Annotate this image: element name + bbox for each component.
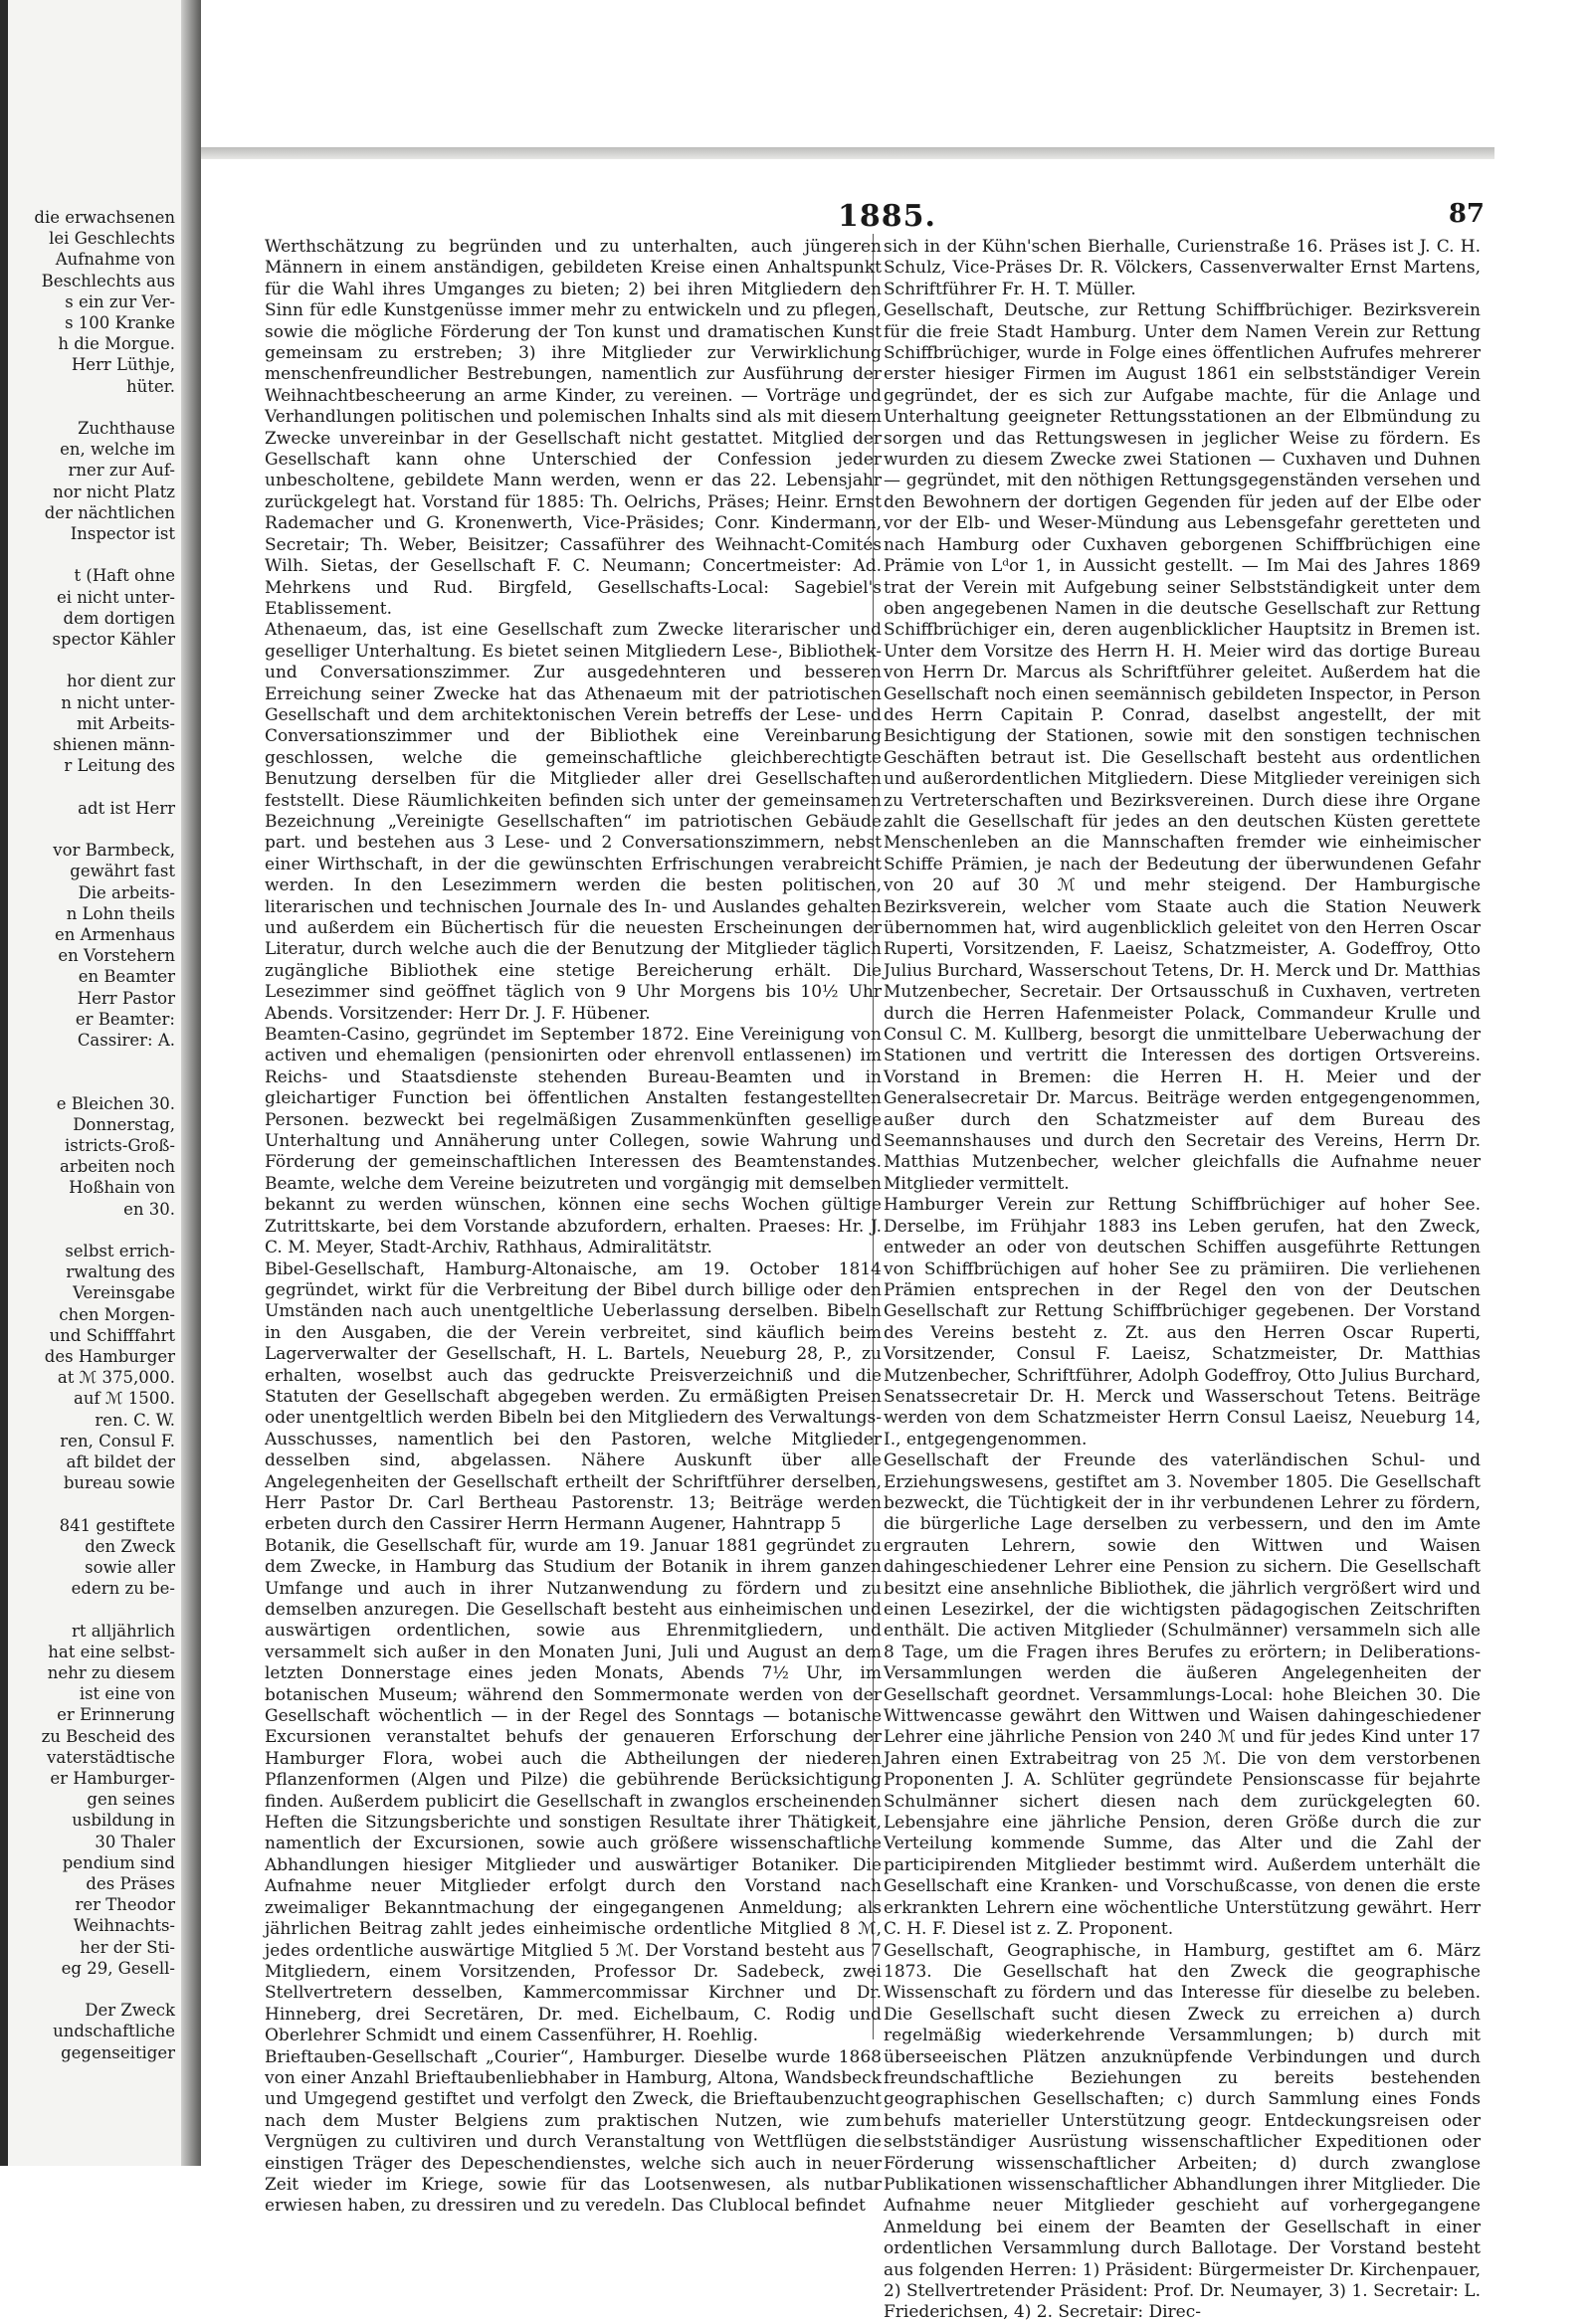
article-paragraph: Gesellschaft, Geographische, in Hamburg, gestiftet am 6. März 1873. Die Gesellschaft hat den Zweck die geographische Wissenschaft zu fördern und das Interesse für dieselbe zu beleben. Die Gesellschaft sucht diesen Zweck zu erreichen a) durch regelmäßig wiederkehrende Versammlungen; b) durch mit überseeischen Plätzen anzuknüpfende Verbindungen und durch freundschaftliche Beziehungen zu bereits bestehenden geographischen Gesellschaften; c) durch Sammlung eines Fonds behufs materieller Unterstützung geogr. Entdeckungsreisen oder selbstständiger Ausrüstung wissenschaftlicher Expeditionen oder Förderung wissenschaftlicher Arbeiten; d) durch zwanglose Publikationen wissenschaftlicher Abhandlungen ihrer Mitglieder. Die Aufnahme neuer Mitglieder geschieht auf vorhergegangene Anmeldung bei einem der Beamten der Gesellschaft in einer ordentlichen Versammlung durch Ballotage. Der Vorstand besteht aus folgenden Herren: 1) Präsident: Bürgermeister Dr. Kirchenpauer, 2) Stellvertretender Präsident: Prof. Dr. Neumayer, 3) 1. Secretair: L. Friederichsen, 4) 2. Secretair: Direc-	[884, 1940, 1481, 2323]
fragment-line: nor nicht Platz	[53, 482, 175, 501]
fragment-line: er Erinnerung	[57, 1705, 175, 1725]
fragment-line: sowie aller	[85, 1558, 175, 1577]
fragment-line: und Schifffahrt	[49, 1325, 175, 1345]
fragment-line: 30 Thaler	[95, 1832, 175, 1851]
fragment-line: 841 gestiftete	[59, 1515, 175, 1535]
fragment-line: shienen männ-	[53, 735, 175, 755]
page-number: 87	[1448, 199, 1485, 229]
fragment-line: t (Haft ohne	[74, 566, 175, 586]
book-gutter	[181, 0, 201, 2166]
fragment-line: vor Barmbeck,	[53, 841, 175, 861]
fragment-line: her der Sti-	[80, 1937, 175, 1957]
fragment-line: s 100 Kranke	[65, 313, 175, 333]
fragment-line: chen Morgen-	[59, 1304, 175, 1324]
fragment-line	[6, 650, 175, 671]
fragment-line	[6, 819, 175, 840]
fragment-line: des Hamburger	[44, 1346, 175, 1366]
fragment-line: vaterstädtische	[47, 1747, 175, 1767]
fragment-line: lei Geschlechts	[49, 229, 175, 249]
fragment-line: Herr Pastor	[77, 988, 175, 1008]
fragment-line: edern zu be-	[71, 1579, 175, 1599]
text-column-right	[884, 237, 1481, 2324]
article-paragraph: Hamburger Verein zur Rettung Schiffbrüchiger auf hoher See. Derselbe, im Frühjahr 1883 ins Leben gerufen, hat den Zweck, entweder an oder von deutschen Schiffen ausgeführte Rettungen von Schiffbrüchigen auf hoher See zu prämiiren. Die verliehenen Prämien entsprechen in der Regel den von der Deutschen Gesellschaft zur Rettung Schiffbrüchiger gegebenen. Der Vorstand des Vereins besteht z. Zt. aus den Herren Oscar Ruperti, Vorsitzender, Consul F. Laeisz, Schatzmeister, Dr. Matthias Mutzenbecher, Schriftführer, Adolph Godeffroy, Otto Julius Burchard, Senatssecretair Dr. H. Merck und Wasserschout Tetens. Beiträge werden von dem Schatzmeister Herrn Consul Laeisz, Neueburg 14, I., entgegengenommen.	[884, 1195, 1481, 1450]
fragment-line: adt ist Herr	[78, 798, 175, 818]
fragment-line: gegenseitiger	[61, 2042, 175, 2062]
page-top-edge	[201, 147, 1494, 159]
page-header	[201, 199, 1485, 233]
fragment-line: usbildung in	[72, 1811, 175, 1831]
fragment-line: dem dortigen	[63, 608, 175, 628]
book-page	[201, 159, 1485, 2323]
article-paragraph: Bibel-Gesellschaft, Hamburg-Altonaische, am 19. October 1814 gegründet, wirkt für die Verbreitung der Bibel durch billige oder den Umständen nach auch unentgeltliche Ueberlassung derselben. Bibeln in den Ausgaben, die der Verein verbreitet, sind käuflich beim Lagerverwalter der Gesellschaft, H. L. Bartels, Neueburg 28, P., zu erhalten, woselbst auch das gedruckte Preisverzeichniß und die Statuten der Gesellschaft abgegeben werden. Zu ermäßigten Preisen oder unentgeltlich werden Bibeln bei den Mitgliedern des Verwaltungs-Ausschusses, namentlich bei den Pastoren, welche Mitglieder desselben sind, abgelassen. Nähere Auskunft über alle Angelegenheiten der Gesellschaft ertheilt der Schriftführer derselben, Herr Pastor Dr. Carl Bertheau Pastorenstr. 13; Beiträge werden erbeten durch den Cassirer Herrn Hermann Augener, Hahntrapp 5	[265, 1259, 882, 1535]
fragment-line	[6, 1220, 175, 1241]
fragment-line: n Lohn theils	[66, 903, 175, 923]
article-paragraph: Athenaeum, das, ist eine Gesellschaft zum Zwecke literarischer und geselliger Unterhaltung. Es bietet seinen Mitgliedern Lese-, Bibliothek- und Conversationszimmer. Zur ausgedehnteren und besseren Erreichung seiner Zwecke hat das Athenaeum mit der patriotischen Gesellschaft und dem architektonischen Verein betreffs der Lese- und Conversationszimmer und der Bibliothek eine Vereinbarung geschlossen, welche die gemeinschaftliche gleichberechtigte Benutzung derselben für die Mitglieder aller drei Gesellschaften feststellt. Diese Räumlichkeiten befinden sich unter der gemeinsamen Bezeichnung „Vereinigte Gesellschaften“ im patriotischen Gebäude part. und bestehen aus 3 Lese- und 2 Conversationszimmern, nebst einer Wirthschaft, in der die gewünschten Erfrischungen verabreicht werden. In den Lesezimmern werden die besten politischen, literarischen und technischen Journale des In- und Auslandes gehalten und außerdem ein Büchertisch für die neuesten Erscheinungen der Literatur, durch welche auch die der Benutzung der Mitglieder täglich zugängliche Bibliothek eine stetige Bereicherung erhält. Die Lesezimmer sind geöffnet täglich von 9 Uhr Morgens bis 10½ Uhr Abends. Vorsitzender: Herr Dr. J. F. Hübener.	[265, 620, 882, 1024]
fragment-line: rer Theodor	[75, 1895, 175, 1915]
fragment-line: gewährt fast	[70, 862, 175, 881]
fragment-line: h die Morgue.	[58, 334, 175, 354]
fragment-line: Die arbeits-	[78, 882, 175, 902]
fragment-line: gen seines	[87, 1790, 175, 1810]
fragment-line: Beschlechts aus	[41, 271, 175, 290]
fragment-line: en, welche im	[60, 440, 175, 460]
fragment-line	[6, 1599, 175, 1620]
fragment-line: ren, Consul F.	[60, 1431, 175, 1451]
previous-page-fragment	[0, 0, 181, 2166]
fragment-line: hüter.	[126, 376, 175, 396]
fragment-line: en Beamter	[78, 967, 175, 987]
fragment-line: n nicht unter-	[61, 692, 175, 712]
article-paragraph: sich in der Kühn'schen Bierhalle, Curienstraße 16. Präses ist J. C. H. Schulz, Vice-Präses Dr. R. Völckers, Cassenverwalter Ernst Martens, Schriftführer Fr. H. T. Müller.	[884, 237, 1481, 299]
fragment-line: aft bildet der	[66, 1452, 175, 1471]
fragment-line: undschaftliche	[53, 2022, 175, 2041]
fragment-line: Inspector ist	[70, 524, 175, 544]
fragment-line: ren. C. W.	[95, 1410, 175, 1430]
fragment-line: der nächtlichen	[44, 502, 175, 522]
article-paragraph: Gesellschaft, Deutsche, zur Rettung Schiffbrüchiger. Bezirksverein für die freie Stadt Hamburg. Unter dem Namen Verein zur Rettung Schiffbrüchiger, wurde in Folge eines öffentlichen Aufrufes mehrerer erster hiesiger Firmen im August 1861 ein selbstständiger Verein gegründet, der es sich zur Aufgabe machte, für die Anlage und Unterhaltung geeigneter Rettungsstationen an der Elbmündung zu sorgen und das Rettungswesen in jeglicher Weise zu fördern. Es wurden zu diesem Zwecke zwei Stationen — Cuxhaven und Duhnen — gegründet, mit den nöthigen Rettungsgegenständen versehen und den Bewohnern der dortigen Gegenden für jeden auf der Elbe oder vor der Elb- und Weser-Mündung aus Lebensgefahr geretteten und nach Hamburg oder Cuxhaven geborgenen Schiffbrüchigen eine Prämie von Lᵈor 1, in Aussicht gestellt. — Im Mai des Jahres 1869 trat der Verein mit Aufgebung seiner Selbstständigkeit unter dem oben angegebenen Namen in die deutsche Gesellschaft zur Rettung Schiffbrüchiger ein, deren augenblicklicher Hauptsitz in Bremen ist. Unter dem Vorsitze des Herrn H. H. Meier wird das dortige Bureau von Herrn Dr. Marcus als Schriftführer geleitet. Außerdem hat die Gesellschaft noch einen seemännisch gebildeten Inspector, in Person des Herrn Capitain P. Conrad, daselbst angestellt, der mit Besichtigung der Stationen, sowie mit den sonstigen technischen Geschäften betraut ist. Die Gesellschaft besteht aus ordentlichen und außerordentlichen Mitgliedern. Diese Mitglieder vereinigen sich zu Vertreterschaften und Bezirksvereinen. Durch diese ihre Organe zahlt die Gesellschaft für jedes an den deutschen Küsten gerettete Menschenleben an die Mannschaften fremder wie einheimischer Schiffe Prämien, je nach der Bedeutung der überwundenen Gefahr von 20 auf 30 ℳ und mehr steigend. Der Hamburgische Bezirksverein, welcher vom Staate auch die Station Neuwerk übernommen hat, wird augenblicklich geleitet von den Herren Oscar Ruperti, Vorsitzenden, F. Laeisz, Schatzmeister, A. Godeffroy, Otto Julius Burchard, Wasserschout Tetens, Dr. H. Merck und Dr. Matthias Mutzenbecher, Secretair. Der Ortsausschuß in Cuxhaven, vertreten durch die Herren Hafenmeister Polack, Commandeur Krulle und Consul C. M. Kullberg, besorgt die unmittelbare Ueberwachung der Stationen und vertritt die Interessen des dortigen Ortsvereins. Vorstand in Bremen: die Herren H. H. Meier und der Generalsecretair Dr. Marcus. Beiträge werden entgegengenommen, außer durch den Schatzmeister auf dem Bureau des Seemannshauses und durch den Secretair des Vereins, Herrn Dr. Matthias Mutzenbecher, welcher gleichfalls die Aufnahme neuer Mitglieder vermittelt.	[884, 300, 1482, 1194]
article-paragraph: Botanik, die Gesellschaft für, wurde am 19. Januar 1881 gegründet zu dem Zwecke, in Hamburg das Studium der Botanik in ihrem ganzen Umfange und auch in ihrer Nutzanwendung zu fördern und zu demselben anzuregen. Die Gesellschaft besteht aus einheimischen und auswärtigen ordentlichen, sowie aus Ehrenmitgliedern, und versammelt sich außer in den Monaten Juni, Juli und August an dem letzten Donnerstage eines jeden Monats, Abends 7½ Uhr, im botanischen Museum; während den Sommermonate werden von der Gesellschaft wöchentlich — in der Regel des Sonntags — botanische Excursionen veranstaltet behufs der genaueren Erforschung der Hamburger Flora, wobei auch die Abtheilungen der niederen Pflanzenformen (Algen und Pilze) die gebührende Berücksichtigung finden. Außerdem publicirt die Gesellschaft in zwanglos erscheinenden Heften die Sitzungsberichte und sonstigen Resultate ihrer Thätigkeit, namentlich der Excursionen, sowie auch größere wissenschaftliche Abhandlungen hiesiger Mitglieder und auswärtiger Botaniker. Die Aufnahme neuer Mitglieder erfolgt durch den Vorstand nach zweimaliger Bekanntmachung der eingegangenen Anmeldung; als jährlichen Beitrag zahlt jedes einheimische ordentliche Mitglied 8 ℳ, jedes ordentliche auswärtige Mitglied 5 ℳ. Der Vorstand besteht aus 7 Mitgliedern, einem Vorsitzenden, Professor Dr. Sadebeck, zwei Stellvertretern desselben, Kammercommissar Kirchner und Dr. Hinneberg, drei Secretären, Dr. med. Eichelbaum, C. Rodig und Oberlehrer Schmidt und einem Cassenführer, H. Roehlig.	[265, 1535, 882, 2046]
fragment-line: eg 29, Gesell-	[61, 1958, 175, 1978]
fragment-line: er Hamburger-	[50, 1769, 175, 1789]
fragment-line	[6, 1493, 175, 1514]
article-paragraph: Brieftauben-Gesellschaft „Courier“, Hamburger. Dieselbe wurde 1868 von einer Anzahl Brieftaubenliebhaber in Hamburg, Altona, Wandsbeck und Umgegend gestiftet und verfolgt den Zweck, die Brieftaubenzucht nach dem Muster Belgiens zum praktischen Nutzen, wie zum Vergnügen zu cultiviren und durch Veranstaltung von Wettflügen die einstigen Träger des Depeschendienstes, welche sich auch in neuer Zeit wieder im Kriege, sowie für das Lootsenwesen, als nutbar erwiesen haben, zu dressiren und zu veredeln. Das Clublocal befindet	[265, 2046, 882, 2217]
fragment-line: die erwachsenen	[34, 208, 175, 227]
fragment-line: pendium sind	[62, 1852, 175, 1872]
fragment-line: istricts-Groß-	[64, 1135, 175, 1155]
fragment-line	[6, 776, 175, 797]
fragment-line: e Bleichen 30.	[56, 1093, 175, 1113]
fragment-line	[6, 1071, 175, 1092]
article-paragraph: Gesellschaft der Freunde des vaterländischen Schul- und Erziehungswesens, gestiftet am 3. November 1805. Die Gesellschaft bezweckt, die Tüchtigkeit der in ihr verbundenen Lehrer zu fördern, die bürgerliche Lage derselben zu verbessern, und den im Amte ergrauten Lehrern, sowie den Wittwen und Waisen dahingeschiedener Lehrer eine Pension zu sichern. Die Gesellschaft besitzt eine ansehnliche Bibliothek, die jährlich vergrößert wird und einen Lesezirkel, der die wichtigsten pädagogischen Zeitschriften enthält. Die activen Mitglieder (Schulmänner) versammeln sich alle 8 Tage, um die Fragen ihres Berufes zu erörtern; in Deliberations-Versammlungen werden die äußeren Angelegenheiten der Gesellschaft geordnet. Versammlungs-Local: hohe Bleichen 30. Die Wittwencasse gewährt den Wittwen und Waisen dahingeschiedener Lehrer eine jährliche Pension von 240 ℳ und für jedes Kind unter 17 Jahren einen Extrabeitrag von 25 ℳ. Die von dem verstorbenen Proponenten J. A. Schlüter gegründete Pensionscasse für bejahrte Schulmänner sichert diesen nach dem zurückgelegten 60. Lebensjahre eine jährliche Pension, deren Größe durch die zur Verteilung kommende Summe, das Alter und die Zahl der participirenden Mitglieder bestimmt wird. Außerdem unterhält die Gesellschaft eine Kranken- und Vorschußcasse, von denen die erste erkrankten Lehrern eine wöchentliche Unterstützung gewährt. Herr C. H. F. Diesel ist z. Z. Proponent.	[884, 1451, 1481, 1940]
fragment-line: nehr zu diesem	[47, 1663, 175, 1683]
fragment-line	[6, 397, 175, 418]
fragment-line: mit Arbeits-	[77, 713, 175, 733]
fragment-line: en 30.	[123, 1199, 175, 1219]
fragment-line: Hoßhain von	[69, 1178, 175, 1198]
text-column-left	[265, 237, 882, 2218]
previous-page-text	[6, 207, 175, 2063]
fragment-line: Der Zweck	[85, 2001, 175, 2021]
page-year: 1885.	[838, 199, 936, 234]
fragment-line: bureau sowie	[63, 1473, 175, 1493]
fragment-line: en Vorstehern	[58, 946, 175, 966]
article-paragraph: Werthschätzung zu begründen und zu unterhalten, auch jüngeren Männern in einem anständigen, gebildeten Kreise einen Anhaltspunkt für die Wahl ihres Umganges zu bieten; 2) bei ihren Mitgliedern den Sinn für edle Kunstgenüsse immer mehr zu entwickeln und zu pflegen, sowie die mögliche Förderung der Ton kunst und dramatischen Kunst gemeinsam zu erstreben; 3) ihre Mitglieder zur Verwirklichung menschenfreundlicher Bestrebungen, namentlich zur Ausführung der Weihnachtbescheerung an arme Kinder, zu vereinen. — Vorträge und Verhandlungen politischen und polemischen Inhalts sind als mit diesem Zwecke unvereinbar in der Gesellschaft nicht gestattet. Mitglied der Gesellschaft kann ohne Unterschied der Confession jeder unbescholtene, gebildete Mann werden, wenn er das 22. Lebensjahr zurückgelegt hat. Vorstand für 1885: Th. Oelrichs, Präses; Heinr. Ernst Rademacher und G. Kronenwerth, Vice-Präsides; Conr. Kindermann, Secretair; Th. Weber, Beisitzer; Cassaführer des Weihnacht-Comités Wilh. Sietas, der Gesellschaft F. C. Neumann; Concertmeister: Ad. Mehrkens und Rud. Birgfeld, Gesellschafts-Local: Sagebiel's Etablissement.	[265, 237, 882, 619]
fragment-line: ei nicht unter-	[56, 587, 175, 607]
fragment-line: hor dient zur	[66, 672, 175, 691]
fragment-line: en Armenhaus	[54, 924, 175, 944]
fragment-line: s ein zur Ver-	[65, 291, 175, 311]
fragment-line: den Zweck	[85, 1536, 175, 1556]
fragment-line: Vereinsgabe	[73, 1283, 175, 1303]
fragment-line: Herr Lüthje,	[71, 355, 175, 375]
fragment-line: Donnerstag,	[73, 1114, 175, 1134]
fragment-line: Aufnahme von	[55, 250, 175, 270]
fragment-line: er Beamter:	[75, 1009, 175, 1029]
fragment-line: at ℳ 375,000.	[57, 1368, 175, 1388]
fragment-line: rner zur Auf-	[68, 461, 175, 481]
fragment-line: Zuchthause	[78, 419, 175, 439]
fragment-line: Cassirer: A.	[77, 1030, 175, 1050]
fragment-line	[6, 1979, 175, 2000]
article-paragraph: Beamten-Casino, gegründet im September 1872. Eine Vereinigung von activen und ehemaligen (pensionirten oder ehrenvoll entlassenen) im Reichs- und Staatsdienste stehenden Bureau-Beamten und in gleichartiger Function bei öffentlichen Anstalten festangestellten Personen. bezweckt bei regelmäßigen Zusammenkünften gesellige Unterhaltung und Annäherung unter Collegen, sowie Wahrung und Förderung der gemeinschaftlichen Interessen des Beamtenstandes. Beamte, welche dem Vereine beizutreten und vorgängig mit demselben bekannt zu werden wünschen, können eine sechs Wochen gültige Zutrittskarte, bei dem Vorstande abzufordern, erhalten. Praeses: Hr. J. C. M. Meyer, Stadt-Archiv, Rathhaus, Admiralitätstr.	[265, 1025, 882, 1259]
fragment-line: selbst errich-	[65, 1241, 175, 1260]
fragment-line: des Präses	[86, 1874, 175, 1894]
fragment-line: arbeiten noch	[59, 1157, 175, 1177]
fragment-line: auf ℳ 1500.	[74, 1389, 175, 1409]
fragment-line: rwaltung des	[66, 1262, 175, 1282]
fragment-line: spector Kähler	[52, 630, 175, 650]
fragment-line: rt alljährlich	[71, 1621, 175, 1641]
fragment-line: zu Bescheid des	[41, 1726, 175, 1746]
fragment-line: r Leitung des	[64, 756, 175, 776]
fragment-line: Weihnachts-	[73, 1916, 175, 1936]
fragment-line	[6, 1051, 175, 1071]
fragment-line	[6, 544, 175, 565]
fragment-line: ist eine von	[79, 1684, 175, 1704]
fragment-line: hat eine selbst-	[48, 1642, 175, 1661]
